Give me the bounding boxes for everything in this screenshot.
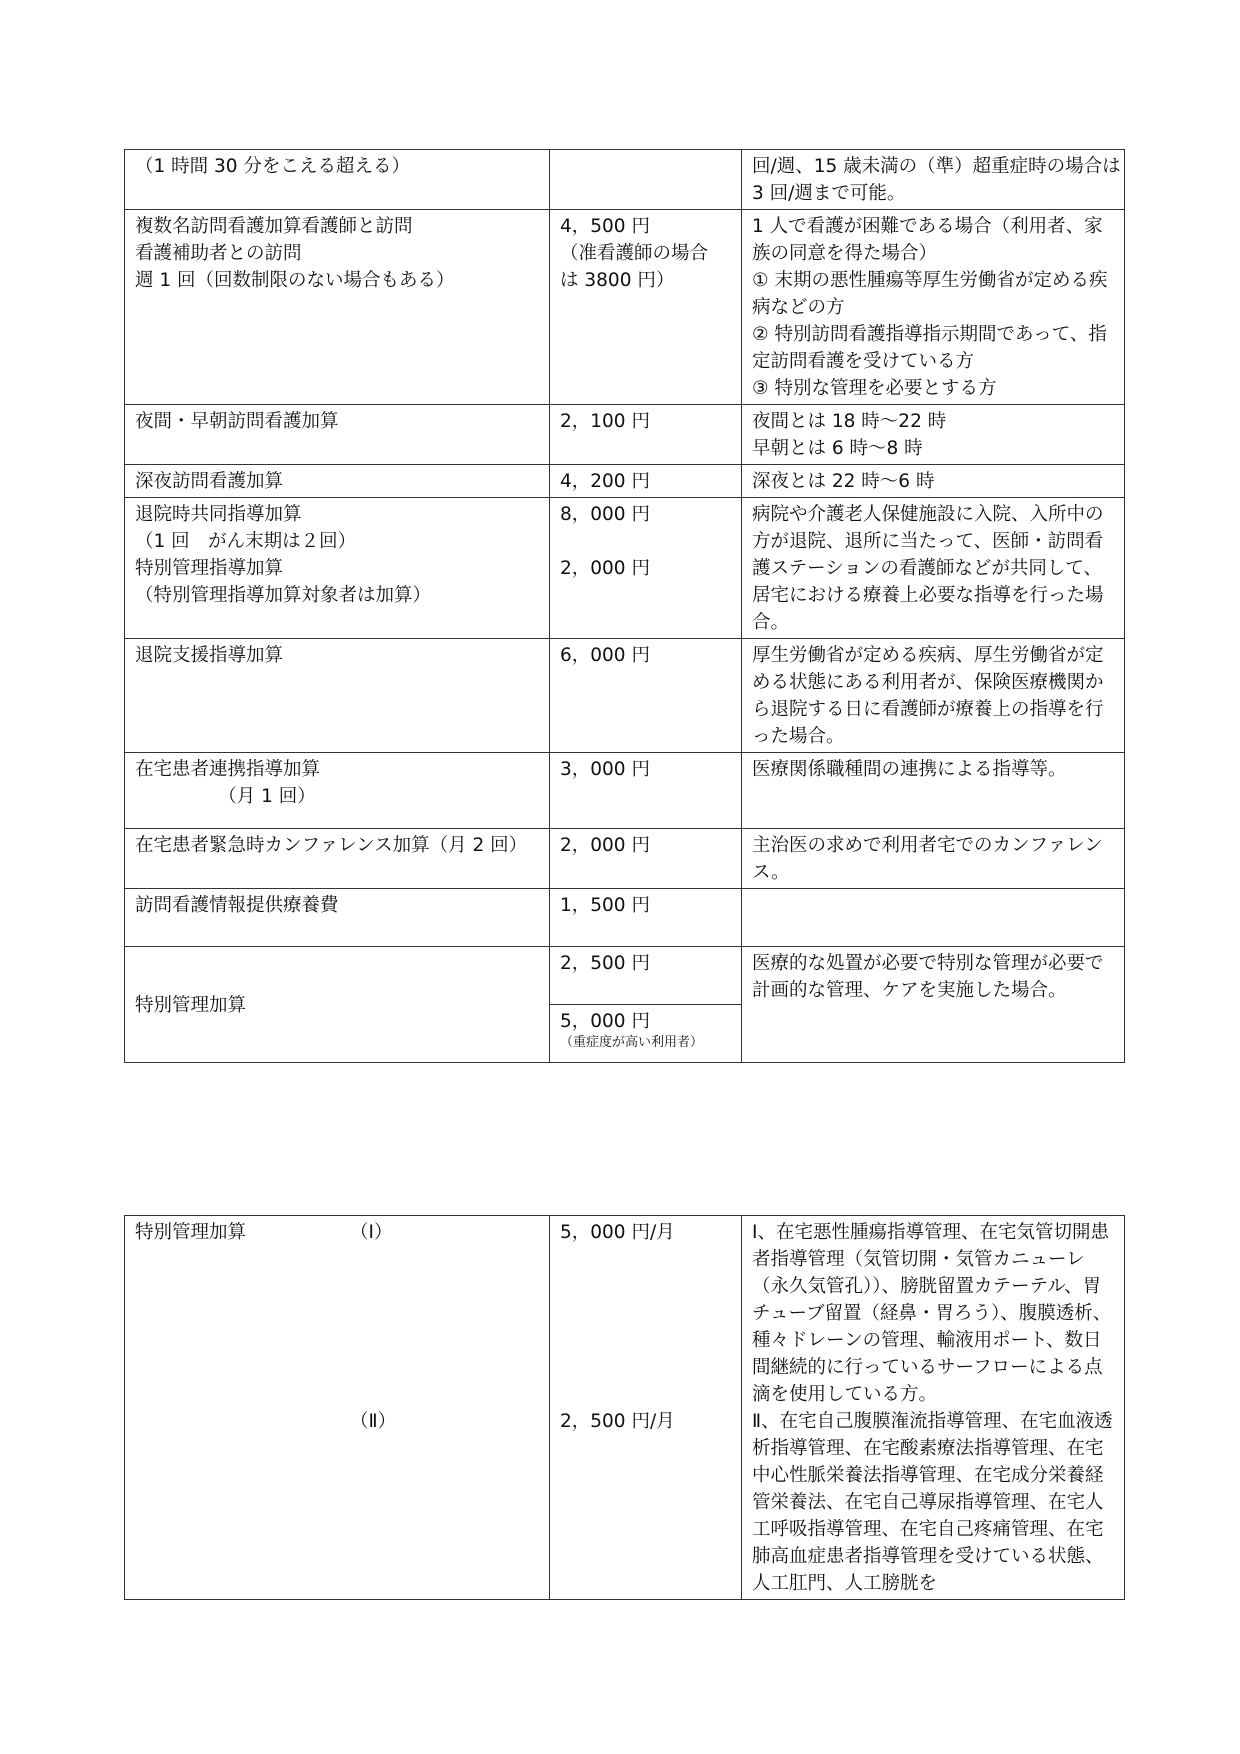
- fee-cell: 2，000 円: [550, 829, 742, 889]
- note-list-item: ② 特別訪問看護指導指示期間であって、指定訪問看護を受けている方: [752, 324, 1107, 372]
- fee-cell: 8，000 円 2，000 円: [550, 498, 742, 639]
- table-row: [125, 210, 1125, 405]
- fee-cell: 5，000 円 （重症度が高い利用者）: [550, 1005, 742, 1063]
- note-list-item: ③ 特別な管理を必要とする方: [752, 378, 997, 399]
- note-cell: Ⅰ、在宅悪性腫瘍指導管理、在宅気管切開患者指導管理（気管切開・気管カニューレ（永久気管孔））、膀胱留置カテーテル、胃チューブ留置（経鼻・胃ろう）、腹膜透析、種々ドレーンの管理、輸液用ポート、数日間継続的に行っているサーフローによる点滴を使用している方。 Ⅱ、在宅自己腹膜潅流指導管理、在宅血液透析指導管理、在宅酸素療法指導管理、在宅中心性脈栄養法指導管理、在宅成分栄養経管栄養法、在宅自己導尿指導管理、在宅人工呼吸指導管理、在宅自己疼痛管理、在宅肺高血症患者指導管理を受けている状態、人工肛門、人工膀胱を: [742, 1216, 1125, 1600]
- table-row: [125, 405, 1125, 465]
- note-cell: 主治医の求めで利用者宅でのカンファレンス。: [742, 829, 1125, 889]
- note-cell: [742, 889, 1125, 947]
- table-row: [125, 498, 1125, 639]
- table-row: [125, 947, 1125, 1005]
- fee-cell: 6，000 円: [550, 639, 742, 753]
- item-name-cell: 訪問看護情報提供療養費: [125, 889, 550, 947]
- fee-cell: 4，500 円 （准看護師の場合 は 3800 円）: [550, 210, 742, 405]
- note-cell: 医療関係職種間の連携による指導等。: [742, 753, 1125, 829]
- item-name-cell: 退院時共同指導加算 （1 回 がん末期は２回） 特別管理指導加算 （特別管理指導加算対象者は加算）: [125, 498, 550, 639]
- fee-level-2: 2，500 円/月: [560, 1411, 675, 1432]
- item-name-cell: 深夜訪問看護加算: [125, 465, 550, 498]
- table-row: [125, 639, 1125, 753]
- fee-cell: 5，000 円/月 2，500 円/月: [550, 1216, 742, 1600]
- item-name-cell: 特別管理加算 （Ⅰ） （Ⅱ）: [125, 1216, 550, 1600]
- table-row: [125, 1216, 1125, 1600]
- fee-cell: 2，500 円: [550, 947, 742, 1005]
- item-name-cell: 在宅患者緊急時カンファレンス加算（月 2 回）: [125, 829, 550, 889]
- table-row: [125, 829, 1125, 889]
- table-row: [125, 150, 1125, 210]
- fee-cell: 1，500 円: [550, 889, 742, 947]
- item-name-cell: 複数名訪問看護加算看護師と訪問 看護補助者との訪問 週 1 回（回数制限のない場合もある）: [125, 210, 550, 405]
- item-name-cell: 在宅患者連携指導加算 （月 1 回）: [125, 753, 550, 829]
- table-row: [125, 465, 1125, 498]
- fee-cell: 2，100 円: [550, 405, 742, 465]
- note-cell: 回/週、15 歳未満の（準）超重症時の場合は 3 回/週まで可能。: [742, 150, 1125, 210]
- note-cell: 病院や介護老人保健施設に入院、入所中の方が退院、退所に当たって、医師・訪問看護ステーションの看護師などが共同して、居宅における療養上必要な指導を行った場合。: [742, 498, 1125, 639]
- note-cell: 医療的な処置が必要で特別な管理が必要で計画的な管理、ケアを実施した場合。: [742, 947, 1125, 1063]
- table-row: [125, 753, 1125, 829]
- note-cell: 1 人で看護が困難である場合（利用者、家族の同意を得た場合） ① 末期の悪性腫瘍等厚生労働省が定める疾病などの方 ② 特別訪問看護指導指示期間であって、指定訪問看護を受けている方 ③ 特別な管理を必要とする方: [742, 210, 1125, 405]
- table-row: [125, 889, 1125, 947]
- fee-cell: 3，000 円: [550, 753, 742, 829]
- item-name-cell: 夜間・早朝訪問看護加算: [125, 405, 550, 465]
- fee-cell: 4，200 円: [550, 465, 742, 498]
- fee-table-2: [124, 1215, 1125, 1600]
- item-name-cell: （1 時間 30 分をこえる超える）: [125, 150, 550, 210]
- level-2-label: （Ⅱ）: [350, 1411, 397, 1432]
- note-cell: 夜間とは 18 時～22 時 早朝とは 6 時～8 時: [742, 405, 1125, 465]
- item-name-cell: 退院支援指導加算: [125, 639, 550, 753]
- note-cell: 深夜とは 22 時～6 時: [742, 465, 1125, 498]
- level-1-label: （Ⅰ）: [350, 1222, 393, 1243]
- fee-table-1: [124, 149, 1125, 1063]
- item-name-cell: 特別管理加算: [125, 947, 550, 1063]
- note-list-item: ① 末期の悪性腫瘍等厚生労働省が定める疾病などの方: [752, 270, 1108, 318]
- fee-cell: [550, 150, 742, 210]
- note-cell: 厚生労働省が定める疾病、厚生労働省が定める状態にある利用者が、保険医療機関から退院する日に看護師が療養上の指導を行った場合。: [742, 639, 1125, 753]
